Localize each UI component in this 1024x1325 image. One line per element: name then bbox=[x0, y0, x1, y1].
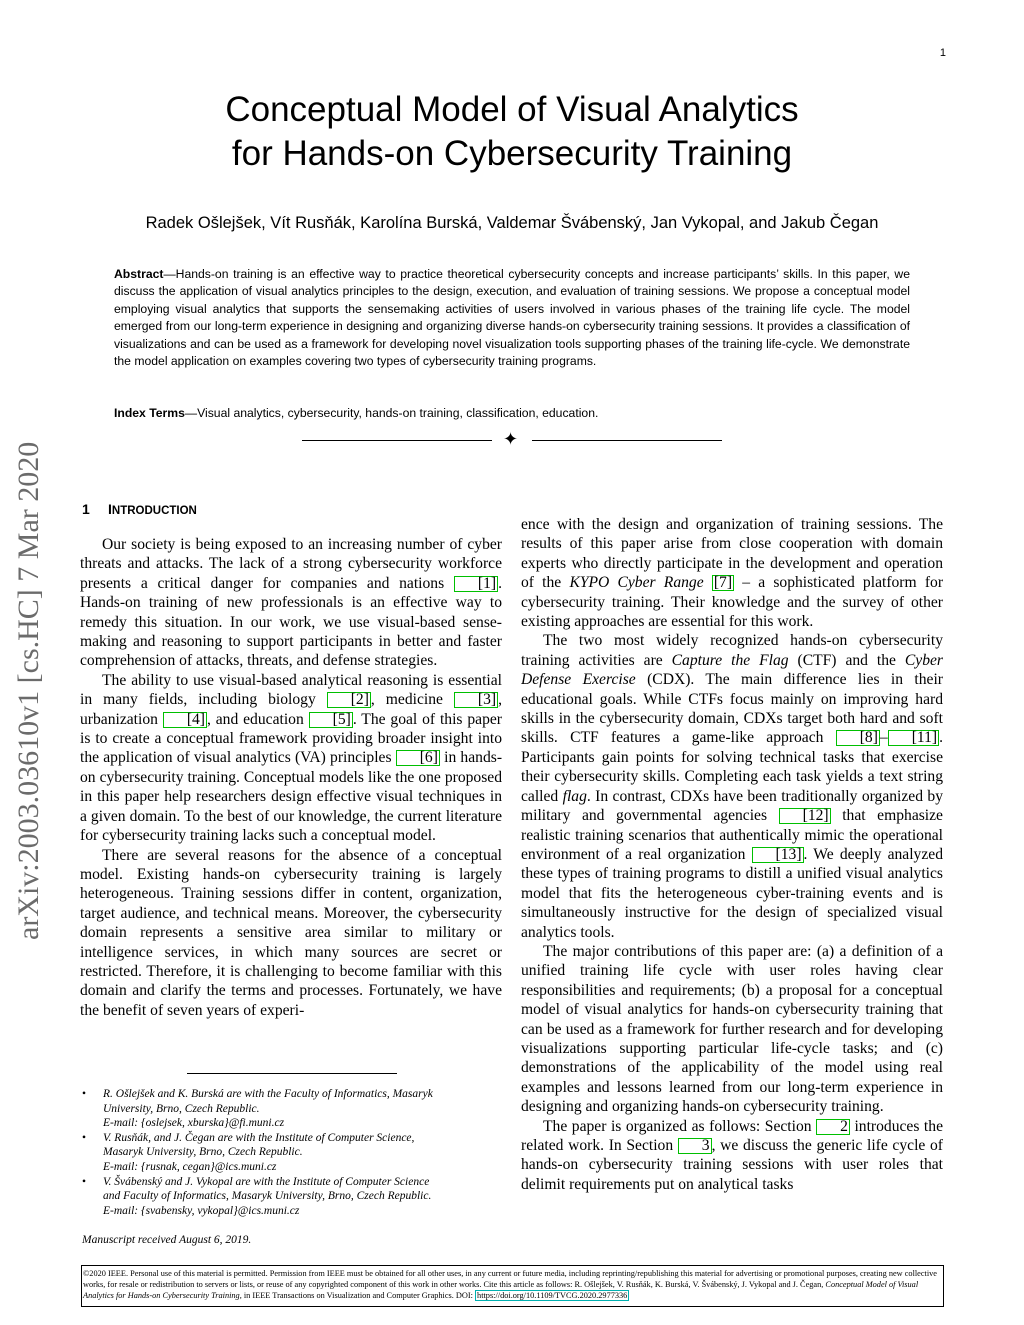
index-terms-label: Index Terms bbox=[114, 406, 185, 420]
arxiv-stamp: arXiv:2003.03610v1 [cs.HC] 7 Mar 2020 bbox=[12, 441, 45, 940]
section-title-rest: NTRODUCTION bbox=[111, 505, 197, 517]
citation-link[interactable]: [7] bbox=[713, 574, 733, 592]
divider-left-rule bbox=[302, 440, 492, 441]
section-link[interactable]: 2 bbox=[816, 1119, 850, 1135]
manuscript-note: Manuscript received August 6, 2019. bbox=[82, 1234, 252, 1246]
paragraph: The major contributions of this paper are: (a) a definition of a unified training life cycle with user roles having clear responsibilities and requirements; (b) a proposal for a conceptual model of visual analytics for hands-on cybersecurity training that can be used as a framework for further research and for developing visualizations supporting particular life-cycle tasks; and (c) demonstrations of the applicability of the model using real examples and lessons learned from our long-term experience in designing and organizing hands-on cybersecurity training. bbox=[521, 942, 943, 1116]
section-title-initial: I bbox=[108, 501, 112, 517]
paragraph: The ability to use visual-based analytical reasoning is essential in many fields, including biology [2] , medicine [3] , urbanization [4] , and education [5] . The goal of this paper is to create a conceptual framework providing broader insight into the application of visual analytics (VA) principles [6] in hands-on cybersecurity training. Conceptual models like the one proposed in this paper help researchers design effective visual techniques in a given domain. To the best of our knowledge, the current literature for cybersecurity training lacks such a conceptual model. bbox=[80, 671, 502, 845]
citation-link[interactable]: [13] bbox=[752, 847, 804, 863]
index-terms bbox=[114, 406, 910, 420]
bullet-icon: • bbox=[82, 1088, 87, 1100]
citation-link[interactable]: [1] bbox=[454, 576, 498, 592]
footnote-item: • R. Ošlejšek and K. Burská are with the Faculty of Informatics, Masaryk University, Brno, Czech Republic. E-mail: {oslejsek, xburska}@fi.muni.cz bbox=[82, 1088, 433, 1130]
paragraph: The two most widely recognized hands-on cybersecurity training activities are Capture the Flag (CTF) and the Cyber Defense Exercise (CDX). The main difference lies in their educational goals. While CTFs focus mainly on improving hard skills in the cybersecurity domain, CDXs target both hard and soft skills. CTF features a game-like approach [8] – [11] . Participants gain points for solving technical tasks that exercise their cybersecurity skills. Completing each task yields a text string called flag. In contrast, CDXs have been traditionally organized by military and governmental agencies [12] that emphasize realistic training scenarios that authentically mimic the operational environment of a real organization [13] . We deeply analyzed these types of training programs to distill a unified visual analytics model that fits the heterogeneous cyber-training events and is simultaneously instructive for the design of specialized visual analytics tools. bbox=[521, 632, 943, 941]
abstract-label: Abstract bbox=[114, 267, 164, 281]
paragraph: Our society is being exposed to an increasing number of cyber threats and attacks. The lack of a strong cybersecurity workforce presents a critical danger for companies and nations [1] . Hands-on training of new professionals is an effective way to remedy this situation. In our work, we use visual-based sense-making and reasoning to support participants in better and faster comprehension of attacks, threats, and defense strategies. bbox=[80, 536, 502, 670]
citation-link[interactable]: [12] bbox=[779, 808, 831, 824]
index-terms-text: —Visual analytics, cybersecurity, hands-on training, classification, education. bbox=[184, 406, 599, 420]
section-heading bbox=[82, 501, 197, 517]
section-link[interactable]: 3 bbox=[678, 1138, 712, 1154]
left-column bbox=[80, 535, 502, 1065]
divider-diamond-icon: ✦ bbox=[503, 429, 519, 450]
citation-link[interactable]: [4] bbox=[163, 712, 207, 728]
citation-link[interactable]: [3] bbox=[454, 692, 498, 708]
right-column bbox=[521, 515, 943, 1255]
citation-link[interactable]: [5] bbox=[309, 712, 353, 728]
title-line-1: Conceptual Model of Visual Analytics bbox=[225, 90, 799, 129]
citation-link[interactable]: [11] bbox=[888, 730, 939, 746]
page-number: 1 bbox=[939, 47, 946, 59]
abstract bbox=[114, 266, 910, 370]
citation-link[interactable]: [6] bbox=[396, 750, 440, 766]
footnote-item: • V. Rusňák, and J. Čegan are with the Institute of Computer Science, Masaryk University, Brno, Czech Republic. E-mail: {rusnak, cegan}@ics.muni.cz bbox=[82, 1131, 415, 1173]
copyright-notice: ©2020 IEEE. Personal use of this material is permitted. Permission from IEEE must be obtained for all other uses, in any current or future media, including reprinting/republishing this material for advertising or promotional purposes, creating new collective works, for resale or redistribution to servers or lists, or reuse of any copyrighted component of this work in other works. Cite this article as follows: R. Ošlejšek, V. Rusňák, K. Burská, V. Švábenský, J. Vykopal and J. Čegan, Conceptual Model of Visual Analytics for Hands-on Cybersecurity Training, in IEEE Transactions on Visualization and Computer Graphics. DOI: https://doi.org/10.1109/TVCG.2020.2977336 bbox=[81, 1265, 944, 1307]
abstract-text: —Hands-on training is an effective way to practice theoretical cybersecurity concepts and increase participants’ skills. In this paper, we discuss the application of visual analytics principles to the design, execution, and evaluation of training sessions. We propose a conceptual model employing visual analytics that supports the sensemaking activities of users involved in various phases of the training life cycle. The model emerged from our long-term experience in designing and organizing diverse hands-on cybersecurity training sessions. It provides a classification of visualizations and can be used as a framework for developing novel visualization tools supporting phases of the training life-cycle. We demonstrate the model application on examples covering two types of cybersecurity training programs. bbox=[114, 267, 910, 369]
footnote-item: • V. Švábenský and J. Vykopal are with the Institute of Computer Science and Faculty of Informatics, Masaryk University, Brno, Czech Republic. E-mail: {svabensky, vykopal}@ics.muni.cz bbox=[82, 1175, 432, 1217]
footnote-rule bbox=[187, 1073, 397, 1074]
citation-link[interactable]: [2] bbox=[327, 692, 371, 708]
citation-link[interactable]: [8] bbox=[836, 730, 880, 746]
bullet-icon: • bbox=[82, 1175, 87, 1188]
paragraph: ence with the design and organization of training sessions. The results of this paper arise from close cooperation with domain experts who directly participate in the development and operation of the KYPO Cyber Range [7] – a sophisticated platform for cybersecurity training. Their knowledge and the survey of other existing approaches are essential for this work. bbox=[521, 516, 943, 631]
doi-link[interactable]: https://doi.org/10.1109/TVCG.2020.2977336 bbox=[477, 1290, 628, 1300]
affiliation-footnotes bbox=[82, 1087, 504, 1218]
author-list: Radek Ošlejšek, Vít Rusňák, Karolína Burská, Valdemar Švábenský, Jan Vykopal, and Jakub Čegan bbox=[145, 214, 879, 232]
section-number: 1 bbox=[82, 501, 90, 517]
title-line-2: for Hands-on Cybersecurity Training bbox=[231, 134, 793, 173]
paragraph: There are several reasons for the absence of a conceptual model. Existing hands-on cybersecurity training is largely heterogeneous. Training sessions differ in content, organization, target audience, and technical means. Moreover, the cybersecurity domain represents a sensitive area similar to military or intelligence services, in which many sources are secret or restricted. Therefore, it is challenging to become familiar with this domain and clarify the terms and processes. Fortunately, we have the benefit of seven years of experi- bbox=[80, 846, 502, 1019]
divider-right-rule bbox=[532, 440, 722, 441]
paper-title bbox=[0, 88, 1024, 176]
bullet-icon: • bbox=[82, 1131, 87, 1144]
paragraph: The paper is organized as follows: Section 2 introduces the related work. In Section 3 , we discuss the generic life cycle of hands-on cybersecurity training sessions with user roles that delimit requirements put on analytical tasks bbox=[521, 1117, 943, 1193]
